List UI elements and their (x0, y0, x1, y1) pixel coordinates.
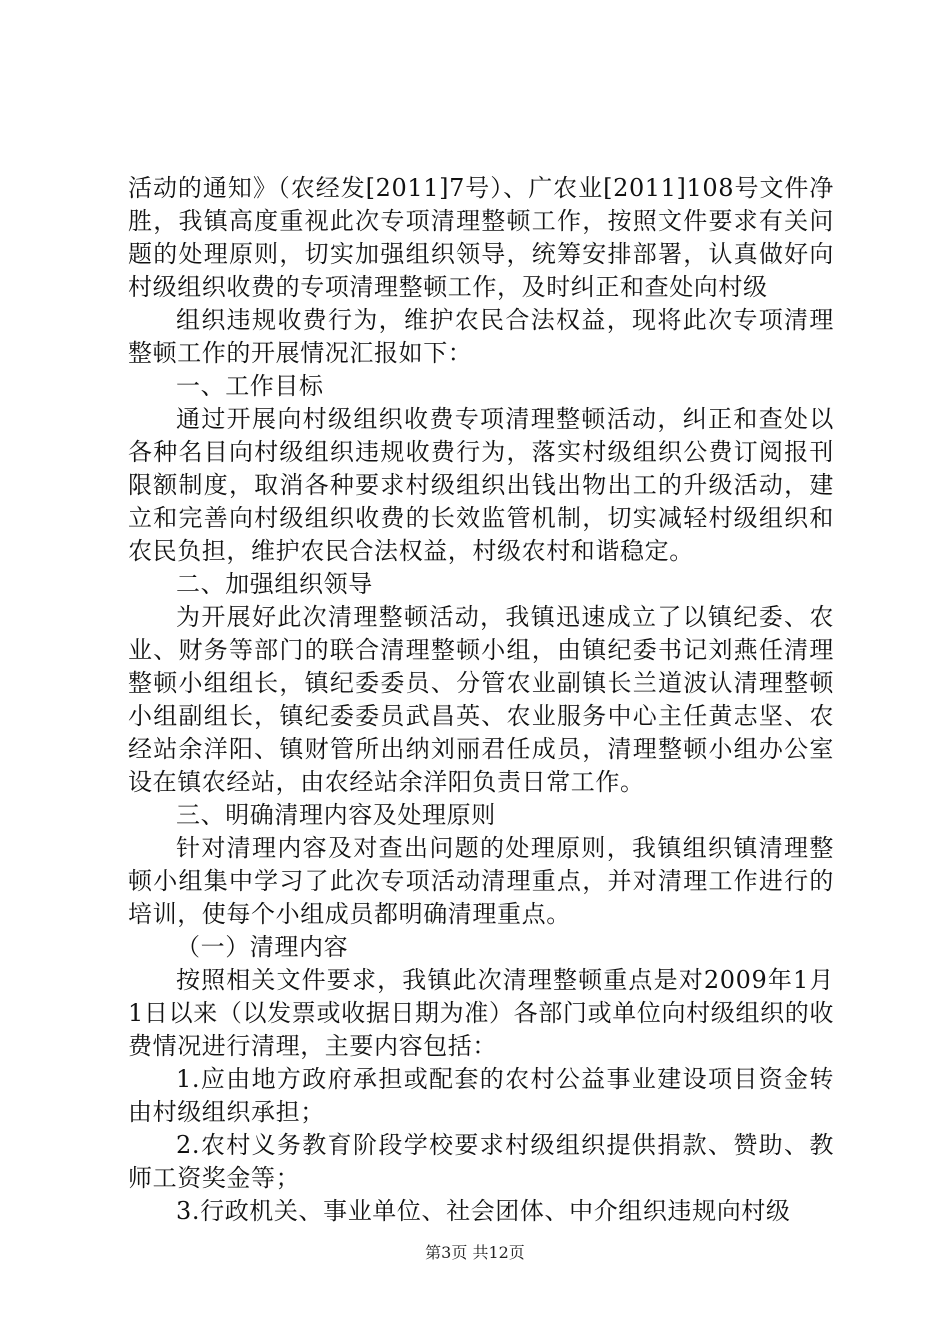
paragraph-intro: 组织违规收费行为，维护农民合法权益，现将此次专项清理整顿工作的开展情况汇报如下： (128, 306, 834, 367)
document-body (128, 172, 834, 1228)
paragraph-principles: 针对清理内容及对查出问题的处理原则，我镇组织镇清理整顿小组集中学习了此次专项活动清理重点，并对清理工作进行的培训，使每个小组成员都明确清理重点。 (128, 834, 834, 928)
page-footer: 第3页 共12页 (425, 1243, 525, 1262)
section-heading-3: 三、明确清理内容及处理原则 (176, 801, 496, 829)
section-heading-2: 二、加强组织领导 (176, 570, 373, 598)
section-heading-1: 一、工作目标 (176, 372, 324, 400)
paragraph-scope: 按照相关文件要求，我镇此次清理整顿重点是对2009年1月1日以来（以发票或收据日期为准）各部门或单位向村级组织的收费情况进行清理，主要内容包括： (128, 966, 834, 1060)
paragraph-goals: 通过开展向村级组织收费专项清理整顿活动，纠正和查处以各种名目向村级组织违规收费行为，落实村级组织公费订阅报刊限额制度，取消各种要求村级组织出钱出物出工的升级活动，建立和完善向村级组织收费的长效监管机制，切实减轻村级组织和农民负担，维护农民合法权益，村级农村和谐稳定。 (128, 405, 834, 565)
subsection-heading-1: （一）清理内容 (176, 933, 349, 961)
list-item-3: 3.行政机关、事业单位、社会团体、中介组织违规向村级 (176, 1197, 791, 1225)
list-item-1: 1.应由地方政府承担或配套的农村公益事业建设项目资金转由村级组织承担； (128, 1065, 834, 1126)
paragraph-continuation: 活动的通知》（农经发[2011]7号）、广农业[2011]108号文件净胜，我镇高度重视此次专项清理整顿工作，按照文件要求有关问题的处理原则，切实加强组织领导，统筹安排部署，认真做好向村级组织收费的专项清理整顿工作，及时纠正和查处向村级 (128, 174, 834, 301)
list-item-2: 2.农村义务教育阶段学校要求村级组织提供捐款、赞助、教师工资奖金等； (128, 1131, 834, 1192)
paragraph-leadership: 为开展好此次清理整顿活动，我镇迅速成立了以镇纪委、农业、财务等部门的联合清理整顿小组，由镇纪委书记刘燕任清理整顿小组组长，镇纪委委员、分管农业副镇长兰道波认清理整顿小组副组长，镇纪委委员武昌英、农业服务中心主任黄志坚、农经站余洋阳、镇财管所出纳刘丽君任成员，清理整顿小组办公室设在镇农经站，由农经站余洋阳负责日常工作。 (128, 603, 834, 796)
